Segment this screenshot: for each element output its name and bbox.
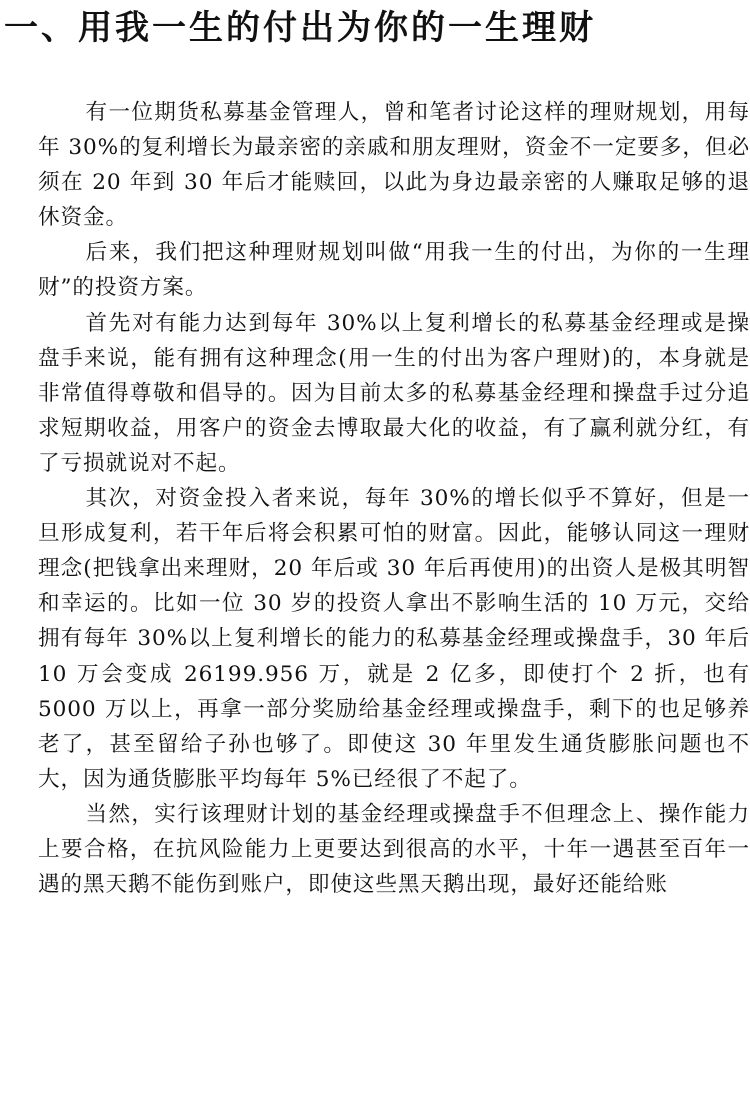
section-heading: 一、用我一生的付出为你的一生理财 <box>4 8 596 48</box>
paragraph-3: 首先对有能力达到每年 30%以上复利增长的私募基金经理或是操盘手来说，能有拥有这种理念(用一生的付出为客户理财)的，本身就是非常值得尊敬和倡导的。因为目前太多的私募基金经理和操盘手过分追求短期收益，用客户的资金去博取最大化的收益，有了赢利就分红，有了亏损就说对不起。 <box>38 310 750 476</box>
body-text <box>38 95 750 902</box>
paragraph-1: 有一位期货私募基金管理人，曾和笔者讨论这样的理财规划，用每年 30%的复利增长为最亲密的亲戚和朋友理财，资金不一定要多，但必须在 20 年到 30 年后才能赎回，以此为身边最亲密的人赚取足够的退休资金。 <box>38 100 750 231</box>
paragraph-4: 其次，对资金投入者来说，每年 30%的增长似乎不算好，但是一旦形成复利，若干年后将会积累可怕的财富。因此，能够认同这一理财理念(把钱拿出来理财，20 年后或 30 年后再使用)的出资人是极其明智和幸运的。比如一位 30 岁的投资人拿出不影响生活的 10 万元，交给拥有每年 30%以上复利增长的能力的私募基金经理或操盘手，30 年后 10 万会变成 26199.956 万，就是 2 亿多，即使打个 2 折，也有 5000 万以上，再拿一部分奖励给基金经理或操盘手，剩下的也足够养老了，甚至留给子孙也够了。即使这 30 年里发生通货膨胀问题也不大，因为通货膨胀平均每年 5%已经很了不起了。 <box>38 486 750 792</box>
paragraph-2: 后来，我们把这种理财规划叫做“用我一生的付出，为你的一生理财”的投资方案。 <box>38 240 750 301</box>
paragraph-5: 当然，实行该理财计划的基金经理或操盘手不但理念上、操作能力上要合格，在抗风险能力上更要达到很高的水平，十年一遇甚至百年一遇的黑天鹅不能伤到账户，即使这些黑天鹅出现，最好还能给账 <box>38 801 750 898</box>
